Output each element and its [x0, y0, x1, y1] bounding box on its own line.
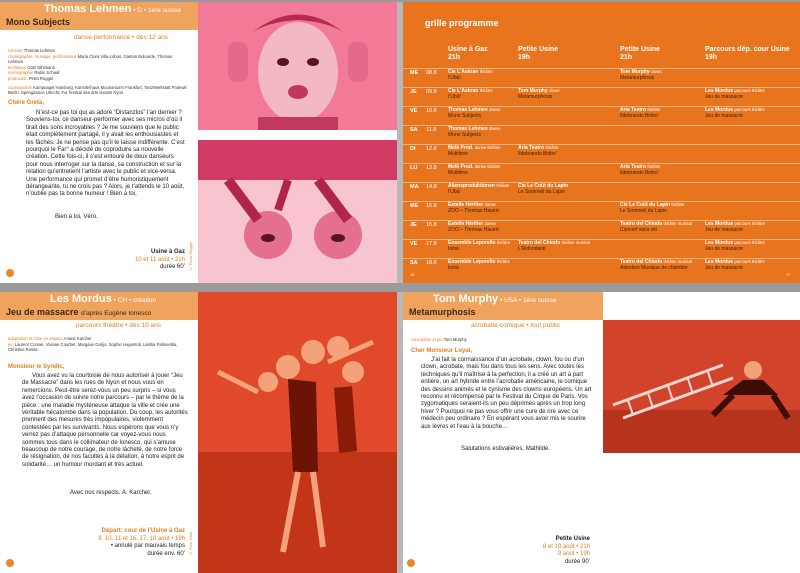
photo-tom-murphy-ladder	[603, 320, 800, 453]
cell-company: Aria Teatro	[620, 164, 647, 170]
cell-show: Jeu de massacre	[705, 265, 744, 271]
cell-show: l’Ubü!	[448, 189, 461, 195]
genre-line: danse-performance • dès 12 ans	[74, 34, 169, 41]
artist-meta: • CH • création	[111, 297, 157, 304]
grid-cell	[518, 183, 568, 195]
grid-date: 14.8	[426, 184, 437, 190]
grid-cell	[705, 240, 765, 252]
grid-day: SA	[410, 260, 418, 266]
cell-show: Jeu de massacre	[705, 246, 744, 252]
venue-block	[98, 528, 185, 558]
cell-company: Les Mordus	[705, 107, 734, 113]
grid-date: 12.8	[426, 146, 437, 152]
cell-genre: théâtre musical	[663, 221, 692, 226]
venue-dates: 9, 10, 11 et 16, 17, 18 août • 19h	[98, 535, 185, 542]
cell-show: Le Sommeil du Lapin	[518, 189, 565, 195]
photo-troupe-svg	[198, 292, 397, 573]
cell-company: Teatro del Chiodo	[620, 259, 663, 265]
grid-cell	[448, 183, 509, 195]
grid-cell	[620, 69, 662, 81]
show-name: Jeu de massacre	[6, 307, 79, 317]
cell-company: Aliensproduktionen	[448, 183, 495, 189]
cell-show: l’Ubü!	[448, 75, 461, 81]
cell-company: Tom Murphy	[518, 88, 548, 94]
grid-row	[403, 87, 800, 102]
grid-cell	[448, 202, 499, 214]
cell-company: Cie Le Coût du Lapin	[518, 183, 568, 189]
artist-meta: • D • 1ère suisse	[131, 7, 182, 14]
cell-show: l’Ubü!	[448, 94, 461, 100]
artist-title	[44, 3, 181, 15]
cell-genre: danse-théâtre	[474, 164, 501, 169]
cell-show: Mono Subjects	[448, 113, 482, 119]
cell-show: Metamurphosis	[620, 75, 655, 81]
grid-row	[403, 201, 800, 216]
grid-day: SA	[410, 127, 418, 133]
credits-block	[8, 48, 188, 96]
artist-title	[50, 293, 156, 305]
letter-body: Vous avez vu la courtoisie de nous autoriser à jouer “Jeu de Massacre” dans les rues de Nyon et nous vous en remercions. Peut-être serez-vous un peu surpris – si vous avez l’occasion de suivre notre parcours – par le thème de la pièce : une maladie mystérieuse attaque la ville et crée une véritable hécatombe dans la population. Du coup, les autorités prennent des mesures très impopulaires, violemment contestées par les survivants. Nous espérons que vous n’y verrez pas d’attaque personnelle car voyez-vous nous sommes tous dans le collimateur de Ionesco, qui s’amuse beaucoup de notre courage, de notre lâcheté, de notre force de résignation, de nos facultés à la délation, à notre esprit de solidarité… un humour mordant et très actuel.	[22, 373, 188, 468]
venue-name: Usine à Gaz	[150, 249, 185, 255]
artist-name: Thomas Lehmen	[44, 3, 132, 15]
column-header	[518, 46, 558, 62]
spread-top	[0, 2, 800, 283]
grid-cell	[620, 221, 692, 233]
cell-genre: théâtre musical	[561, 240, 590, 245]
grid-cell	[448, 88, 493, 100]
credit-key: jeu	[8, 341, 14, 347]
cell-company: Les Mordus	[705, 221, 734, 227]
cell-show: Jeu de massacre	[705, 94, 744, 100]
grid-day: MA	[410, 184, 419, 190]
grid-date: 10.8	[426, 108, 437, 114]
grid-date: 18.8	[426, 260, 437, 266]
spread-bottom	[0, 292, 800, 573]
grid-cell	[705, 259, 765, 271]
cell-genre: danse	[484, 202, 496, 207]
cell-company: Estelle Héritier	[448, 221, 484, 227]
cell-company: Cie L’Askran	[448, 69, 479, 75]
show-title	[6, 307, 151, 317]
credit-value: Götz Dihlmann	[27, 64, 56, 70]
letter-body: J’ai fait la connaissance d’un acrobate, clown, fou ou d’un clown, acrobate, mais fou dans tous les sens. Avec toutes les techniques qu’il maîtrise à la perfection, il a créé un art à part entière, un art hybride entre l’acrobatie américaine, le comique des dessins animés et le cynisme des clowns européens. Un art reconnu et récompensé par le Festival du Cirque de Paris. Vos zygomatiques seraient-ils un peu déprimés après un trop long hiver ? Pourquoi ne pas vous offrir une cure de rire avec ce médecin peu ordinaire ? En espérant vous avoir mis le sourire aux lèvres et l’eau à la bouche…	[421, 357, 592, 430]
grid-date: 09.8	[426, 89, 437, 95]
cell-genre: théâtre	[496, 259, 510, 264]
venue-block	[135, 249, 185, 272]
page-number-left: 16	[410, 272, 415, 277]
cell-company: Cie Le Coût du Lapin	[620, 202, 670, 208]
venue-note: • annulé par mauvais temps	[110, 543, 185, 550]
grid-cell	[705, 221, 765, 233]
cell-genre: danse	[489, 126, 501, 131]
cell-genre: parcours théâtre	[734, 107, 765, 112]
credit-line	[8, 85, 188, 96]
cell-genre: parcours théâtre	[734, 221, 765, 226]
cell-genre: théâtre musical	[663, 259, 692, 264]
grid-row	[403, 106, 800, 121]
credit-key: adaptation et mise en espace	[8, 336, 63, 341]
cell-company: Ensemble Leporello	[448, 259, 496, 265]
letter-salutation: Cher Monsieur Loyal,	[411, 348, 473, 354]
credits-block	[411, 337, 591, 343]
column-time: 21h	[620, 54, 633, 61]
grid-row	[403, 68, 800, 83]
photo-credit: © Petra Roggel	[188, 242, 193, 272]
cell-show: Attention Musique de chambre	[620, 265, 688, 271]
letter-signature: Salutations estivalières, Mathilde.	[461, 446, 551, 452]
show-title: Metamurphosis	[409, 307, 476, 317]
credit-value: Ariane Karcher	[63, 336, 92, 341]
column-name: Usine à Gaz	[448, 46, 488, 53]
title-band	[403, 292, 603, 320]
column-header	[705, 46, 790, 62]
grid-cell	[518, 240, 590, 252]
grid-day: LU	[410, 165, 418, 171]
grid-cell	[620, 164, 660, 176]
grid-cell	[448, 164, 501, 176]
grid-date: 17.8	[426, 241, 437, 247]
page-tom-murphy	[403, 292, 800, 573]
cell-genre: théâtre	[647, 107, 661, 112]
page-number-right: 17	[786, 272, 791, 277]
grid-cell	[518, 145, 558, 157]
credit-value: Tom Murphy	[443, 337, 467, 342]
photo-performers-floor	[198, 140, 397, 283]
venue-dates: 10 et 11 août • 21h	[134, 256, 185, 263]
grid-cell	[448, 145, 501, 157]
credits-block	[8, 336, 188, 353]
venue-block	[543, 536, 590, 566]
credit-key: chorégraphie, musique, performance	[8, 53, 77, 59]
grid-date: 11.8	[426, 127, 437, 133]
column-name: Parcours dép. cour Usine	[705, 46, 790, 53]
grid-cell	[448, 107, 501, 119]
grid-row	[403, 220, 800, 235]
photo-performer-face	[198, 2, 397, 130]
page-marker	[6, 559, 14, 567]
grid-day: VE	[410, 108, 418, 114]
cell-show: ZOO – Thomas Hauert	[448, 208, 499, 214]
credit-value: Petra Roggel	[28, 75, 54, 81]
cell-genre: théâtre	[496, 240, 510, 245]
credit-line	[8, 76, 188, 82]
letter-signature: Avec nos respects. A. Karcher.	[70, 490, 152, 496]
venue-dates-2: 9 août • 19h	[557, 551, 590, 558]
grid-cell	[705, 88, 765, 100]
letter-signature: Bien à toi, Véro.	[55, 214, 98, 220]
grid-day: ME	[410, 70, 419, 76]
title-band	[0, 2, 198, 30]
artist-title	[433, 293, 556, 305]
cell-company: Aria Teatro	[518, 145, 545, 151]
grid-cell	[620, 107, 660, 119]
cell-company: Les Mordus	[705, 88, 734, 94]
credit-line	[8, 54, 188, 65]
column-header	[448, 46, 488, 62]
credit-key: production	[8, 75, 28, 81]
grid-title: grille programme	[425, 18, 499, 28]
letter-salutation: Chère Greta,	[8, 100, 45, 106]
cell-show: Multitime	[448, 170, 469, 176]
cell-show: Le Sommeil du Lapin	[620, 208, 667, 214]
cell-genre: théâtre	[647, 164, 661, 169]
venue-duration: durée 90’	[564, 558, 590, 565]
grid-date: 08.8	[426, 70, 437, 76]
cell-show: Jeu de massacre	[705, 113, 744, 119]
cell-company: Les Mordus	[705, 259, 734, 265]
grid-date: 13.8	[426, 165, 437, 171]
artist-meta: • USA • 1ère suisse	[498, 297, 557, 304]
page-thomas-lehmen	[0, 2, 397, 283]
genre-line: acrobatie-comique • tout public	[471, 322, 560, 329]
cell-show: Multitime	[448, 151, 469, 157]
grid-row	[403, 258, 800, 273]
cell-show: Mono Subjects	[448, 132, 482, 138]
page-les-mordus	[0, 292, 397, 573]
cell-company: Thomas Lehmen	[448, 107, 488, 113]
column-time: 19h	[705, 54, 718, 61]
cell-genre: danse	[489, 107, 501, 112]
photo-ladder-svg	[603, 320, 800, 453]
cell-company: Melk Prod.	[448, 164, 474, 170]
grid-date: 15.8	[426, 203, 437, 209]
cell-show: Ildebrando Biribo’	[620, 113, 659, 119]
grid-cell	[620, 202, 684, 214]
photo-whitespace	[603, 453, 800, 573]
cell-genre: théâtre	[545, 145, 559, 150]
cell-company: Tom Murphy	[620, 69, 650, 75]
genre-line: parcours théâtre • dès 10 ans	[76, 322, 162, 329]
cell-company: Melk Prod.	[448, 145, 474, 151]
cell-genre: théâtre	[479, 69, 493, 74]
credit-key: scénographie	[8, 70, 34, 76]
column-name: Petite Usine	[620, 46, 661, 53]
cell-company: Ensemble Leporello	[448, 240, 496, 246]
grid-day: JE	[410, 89, 417, 95]
cell-company: Teatro del Chiodo	[518, 240, 561, 246]
credit-value: Maria Clara Villa-Lobos, Gaëtan Bulourde, Thomas Lehmen	[8, 53, 173, 65]
cell-genre: théâtre	[671, 202, 685, 207]
letter-body: N’est-ce pas toi qui as adoré “Distanzlos” l’an dernier ? Souviens-toi, ce danseur-performer avec ses micros d’où il tirait des sons incroyables ? Je me souviens que le public était complètement partagé, il y avait les enthousiastes et les fâchés. Je ne pense pas qu’il te laisse indifférente. C’est pourquoi le Far° a décidé de coproduire sa nouvelle création. Cette fois-ci, il s’est entouré de deux danseurs pour nous interroger sur la danse, sa construction et sur la relation qu’entretient l’artiste avec le public et vice-versa. Une performance qui promet d’être humoristiquement dérangeante, tu ne crois pas ? Alors, je t’attends le 10 août, n’oublie pas ta bonne humeur ! Bien à toi,	[26, 110, 185, 198]
credit-key: conception et jeu	[411, 337, 443, 342]
venue-duration: durée 60’	[159, 264, 185, 271]
grid-row	[403, 144, 800, 159]
column-time: 21h	[448, 54, 461, 61]
cell-genre: théâtre	[496, 183, 510, 188]
cell-show: Ildebrando Biribo’	[620, 170, 659, 176]
grid-date: 16.8	[426, 222, 437, 228]
credit-value: Rabin Schaaf	[34, 70, 60, 76]
cell-genre: clown	[549, 88, 560, 93]
cell-company: Les Mordus	[705, 240, 734, 246]
cell-genre: théâtre	[479, 88, 493, 93]
photo-credit: © Kröll Jotta	[188, 532, 193, 556]
show-title: Mono Subjects	[6, 17, 71, 27]
cell-company: Cie L’Askran	[448, 88, 479, 94]
grid-row	[403, 163, 800, 178]
cell-show: Metamurphosis	[518, 94, 553, 100]
cell-show: Jeu de massacre	[705, 227, 744, 233]
column-time: 19h	[518, 54, 531, 61]
grid-day: VE	[410, 241, 418, 247]
grid-cell	[448, 69, 493, 81]
cell-company: Teatro del Chiodo	[620, 221, 663, 227]
credit-value: Kampnagel Hamburg, Künstlerhaus Mousonturm Frankfurt, TanzWerkstatt Podewil Berlin, Springdance Utrecht, Fur festival des arts vivants Nyon	[8, 84, 187, 96]
grid-cell	[448, 221, 499, 233]
venue-dates: 8 et 10 août • 21h	[542, 543, 590, 550]
cell-show: Concert sans ski	[620, 227, 657, 233]
cell-genre: danse-théâtre	[474, 145, 501, 150]
grid-row	[403, 239, 800, 254]
cell-company: Estelle Héritier	[448, 202, 484, 208]
cell-show: Ismä	[448, 246, 459, 252]
title-band	[0, 292, 198, 320]
photo-les-mordus-troupe	[198, 292, 397, 573]
show-author: d’après Eugène Ionesco	[81, 310, 152, 317]
credit-line	[8, 342, 188, 353]
credit-key: concept	[8, 48, 23, 53]
grid-cell	[448, 259, 510, 271]
letter-salutation: Monsieur le Syndic,	[8, 364, 65, 370]
cell-genre: parcours théâtre	[734, 259, 765, 264]
grid-row	[403, 125, 800, 140]
credit-line	[411, 337, 591, 343]
artist-name: Tom Murphy	[433, 293, 499, 305]
cell-company: Thomas Lehmen	[448, 126, 488, 132]
cell-show: Ildebrando Biribo’	[518, 151, 557, 157]
page-marker	[407, 559, 415, 567]
cell-genre: parcours théâtre	[734, 240, 765, 245]
venue-duration: durée env. 60’	[147, 550, 185, 557]
credit-value: Thomas Lehmen	[23, 48, 56, 53]
grid-day: DI	[410, 146, 416, 152]
artist-name: Les Mordus	[50, 293, 112, 305]
cell-genre: danse	[484, 221, 496, 226]
credit-value: Laurent Comas, Viviane Courbet, Margaux Garijo, Sophie Hugentoli, Lætitia Palmentila, Christine Rosita	[8, 341, 178, 353]
grid-cell	[518, 88, 560, 100]
photo-face-svg	[198, 2, 397, 130]
photo-floor-svg	[198, 140, 397, 283]
grid-cell	[620, 259, 692, 271]
grid-cell	[448, 240, 510, 252]
column-header	[620, 46, 660, 62]
cell-show: Ismä	[448, 265, 459, 271]
page-marker	[6, 269, 14, 277]
grid-cell	[705, 107, 765, 119]
cell-show: ZOO – Thomas Hauert	[448, 227, 499, 233]
cell-company: Aria Teatro	[620, 107, 647, 113]
grid-cell	[448, 126, 501, 138]
grid-row	[403, 182, 800, 197]
credit-key: technique	[8, 64, 27, 70]
column-name: Petite Usine	[518, 46, 559, 53]
cell-genre: parcours théâtre	[734, 88, 765, 93]
cell-genre: clown	[651, 69, 662, 74]
venue-name: Petite Usine	[555, 536, 590, 542]
credit-key: coproduction	[8, 84, 32, 90]
grid-day: JE	[410, 222, 417, 228]
grid-day: ME	[410, 203, 419, 209]
cell-show: L’Ridondanti	[518, 246, 546, 252]
venue-name: Départ: cour de l’Usine à Gaz	[101, 528, 185, 534]
